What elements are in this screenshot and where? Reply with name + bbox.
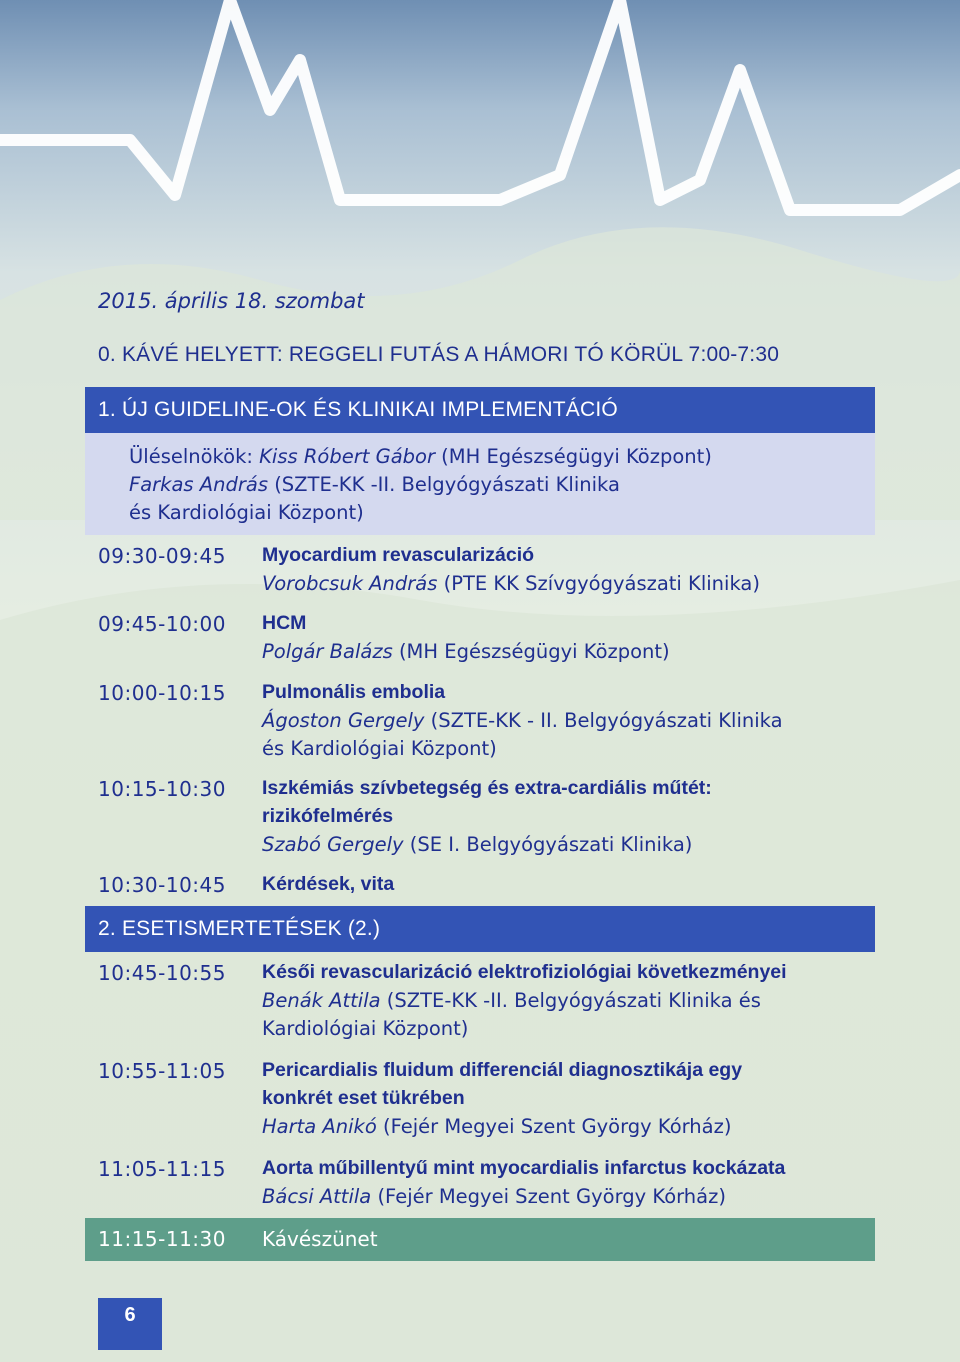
speaker-institution: (MH Egészségügyi Központ) [392, 640, 670, 663]
speaker-name: Polgár Balázs [262, 640, 393, 663]
speaker-institution: (PTE KK Szívgyógyászati Klinika) [437, 572, 760, 595]
speaker-name: Ágoston Gergely [262, 709, 425, 732]
talk-title: Pulmonális embolia [262, 681, 446, 703]
speaker-name: Harta Anikó [262, 1115, 377, 1138]
talk-title: HCM [262, 612, 307, 634]
talk-speaker-line [262, 989, 761, 1012]
talk-time: 10:55-11:05 [98, 1059, 226, 1083]
coffee-break-time: 11:15-11:30 [98, 1227, 226, 1251]
speaker-name: Szabó Gergely [262, 833, 404, 856]
talk-title-cont: konkrét eset tükrében [262, 1087, 465, 1109]
speaker-institution: (SZTE-KK - II. Belgyógyászati Klinika [424, 709, 783, 732]
talk-title-cont: rizikófelmérés [262, 805, 394, 827]
talk-speaker-line [262, 833, 692, 856]
chairs-label: Üléselnökök: [129, 445, 260, 468]
section-0-title: 0. KÁVÉ HELYETT: REGGELI FUTÁS A HÁMORI TÓ KÖRÜL 7:00-7:30 [98, 343, 780, 366]
talk-speaker-line [262, 709, 783, 732]
speaker-institution: (SZTE-KK -II. Belgyógyászati Klinika és [380, 989, 761, 1012]
talk-time: 09:30-09:45 [98, 544, 226, 568]
talk-speaker-line [262, 1185, 726, 1208]
speaker-name: Bácsi Attila [262, 1185, 372, 1208]
talk-time: 09:45-10:00 [98, 612, 226, 636]
page-number-box [98, 1298, 162, 1350]
chair-institution: (MH Egészségügyi Központ) [434, 445, 712, 468]
chair-institution-cont: és Kardiológiai Központ) [129, 501, 364, 524]
session-chairs [85, 433, 875, 535]
speaker-name: Vorobcsuk András [262, 572, 438, 595]
date-heading: 2015. április 18. szombat [98, 289, 365, 313]
talk-speaker-line [262, 640, 670, 663]
section-2-title: 2. ESETISMERTETÉSEK (2.) [98, 917, 381, 940]
speaker-institution-cont: Kardiológiai Központ) [262, 1017, 469, 1040]
talk-time: 10:15-10:30 [98, 777, 226, 801]
talk-title: Myocardium revascularizáció [262, 544, 535, 566]
chair-name: Farkas András [129, 473, 268, 496]
talk-title: Aorta műbillentyű mint myocardialis infarctus kockázata [262, 1157, 786, 1179]
talk-time: 10:45-10:55 [98, 961, 226, 985]
speaker-institution: (Fejér Megyei Szent György Kórház) [371, 1185, 726, 1208]
talk-title: Kérdések, vita [262, 873, 395, 895]
talk-time: 10:30-10:45 [98, 873, 226, 897]
speaker-institution: (Fejér Megyei Szent György Kórház) [376, 1115, 732, 1138]
speaker-institution-cont: és Kardiológiai Központ) [262, 737, 497, 760]
talk-speaker-line [262, 1115, 731, 1138]
coffee-break-bar [85, 1218, 875, 1261]
section-1-title: 1. ÚJ GUIDELINE-OK ÉS KLINIKAI IMPLEMENTÁCIÓ [98, 398, 618, 421]
talk-time: 10:00-10:15 [98, 681, 226, 705]
coffee-break-label: Kávészünet [262, 1227, 378, 1251]
section-2-header [85, 906, 875, 952]
chair-name: Kiss Róbert Gábor [259, 445, 435, 468]
page-number: 6 [124, 1304, 136, 1326]
chair-institution: (SZTE-KK -II. Belgyógyászati Klinika [268, 473, 620, 496]
talk-title: Iszkémiás szívbetegség és extra-cardiális műtét: [262, 777, 712, 799]
talk-title: Pericardialis fluidum differenciál diagnosztikája egy [262, 1059, 743, 1081]
talk-time: 11:05-11:15 [98, 1157, 226, 1181]
talk-speaker-line [262, 572, 760, 595]
speaker-institution: (SE I. Belgyógyászati Klinika) [403, 833, 693, 856]
speaker-name: Benák Attila [262, 989, 381, 1012]
section-1-header [85, 387, 875, 433]
talk-title: Késői revascularizáció elektrofiziológiai következményei [262, 961, 787, 983]
